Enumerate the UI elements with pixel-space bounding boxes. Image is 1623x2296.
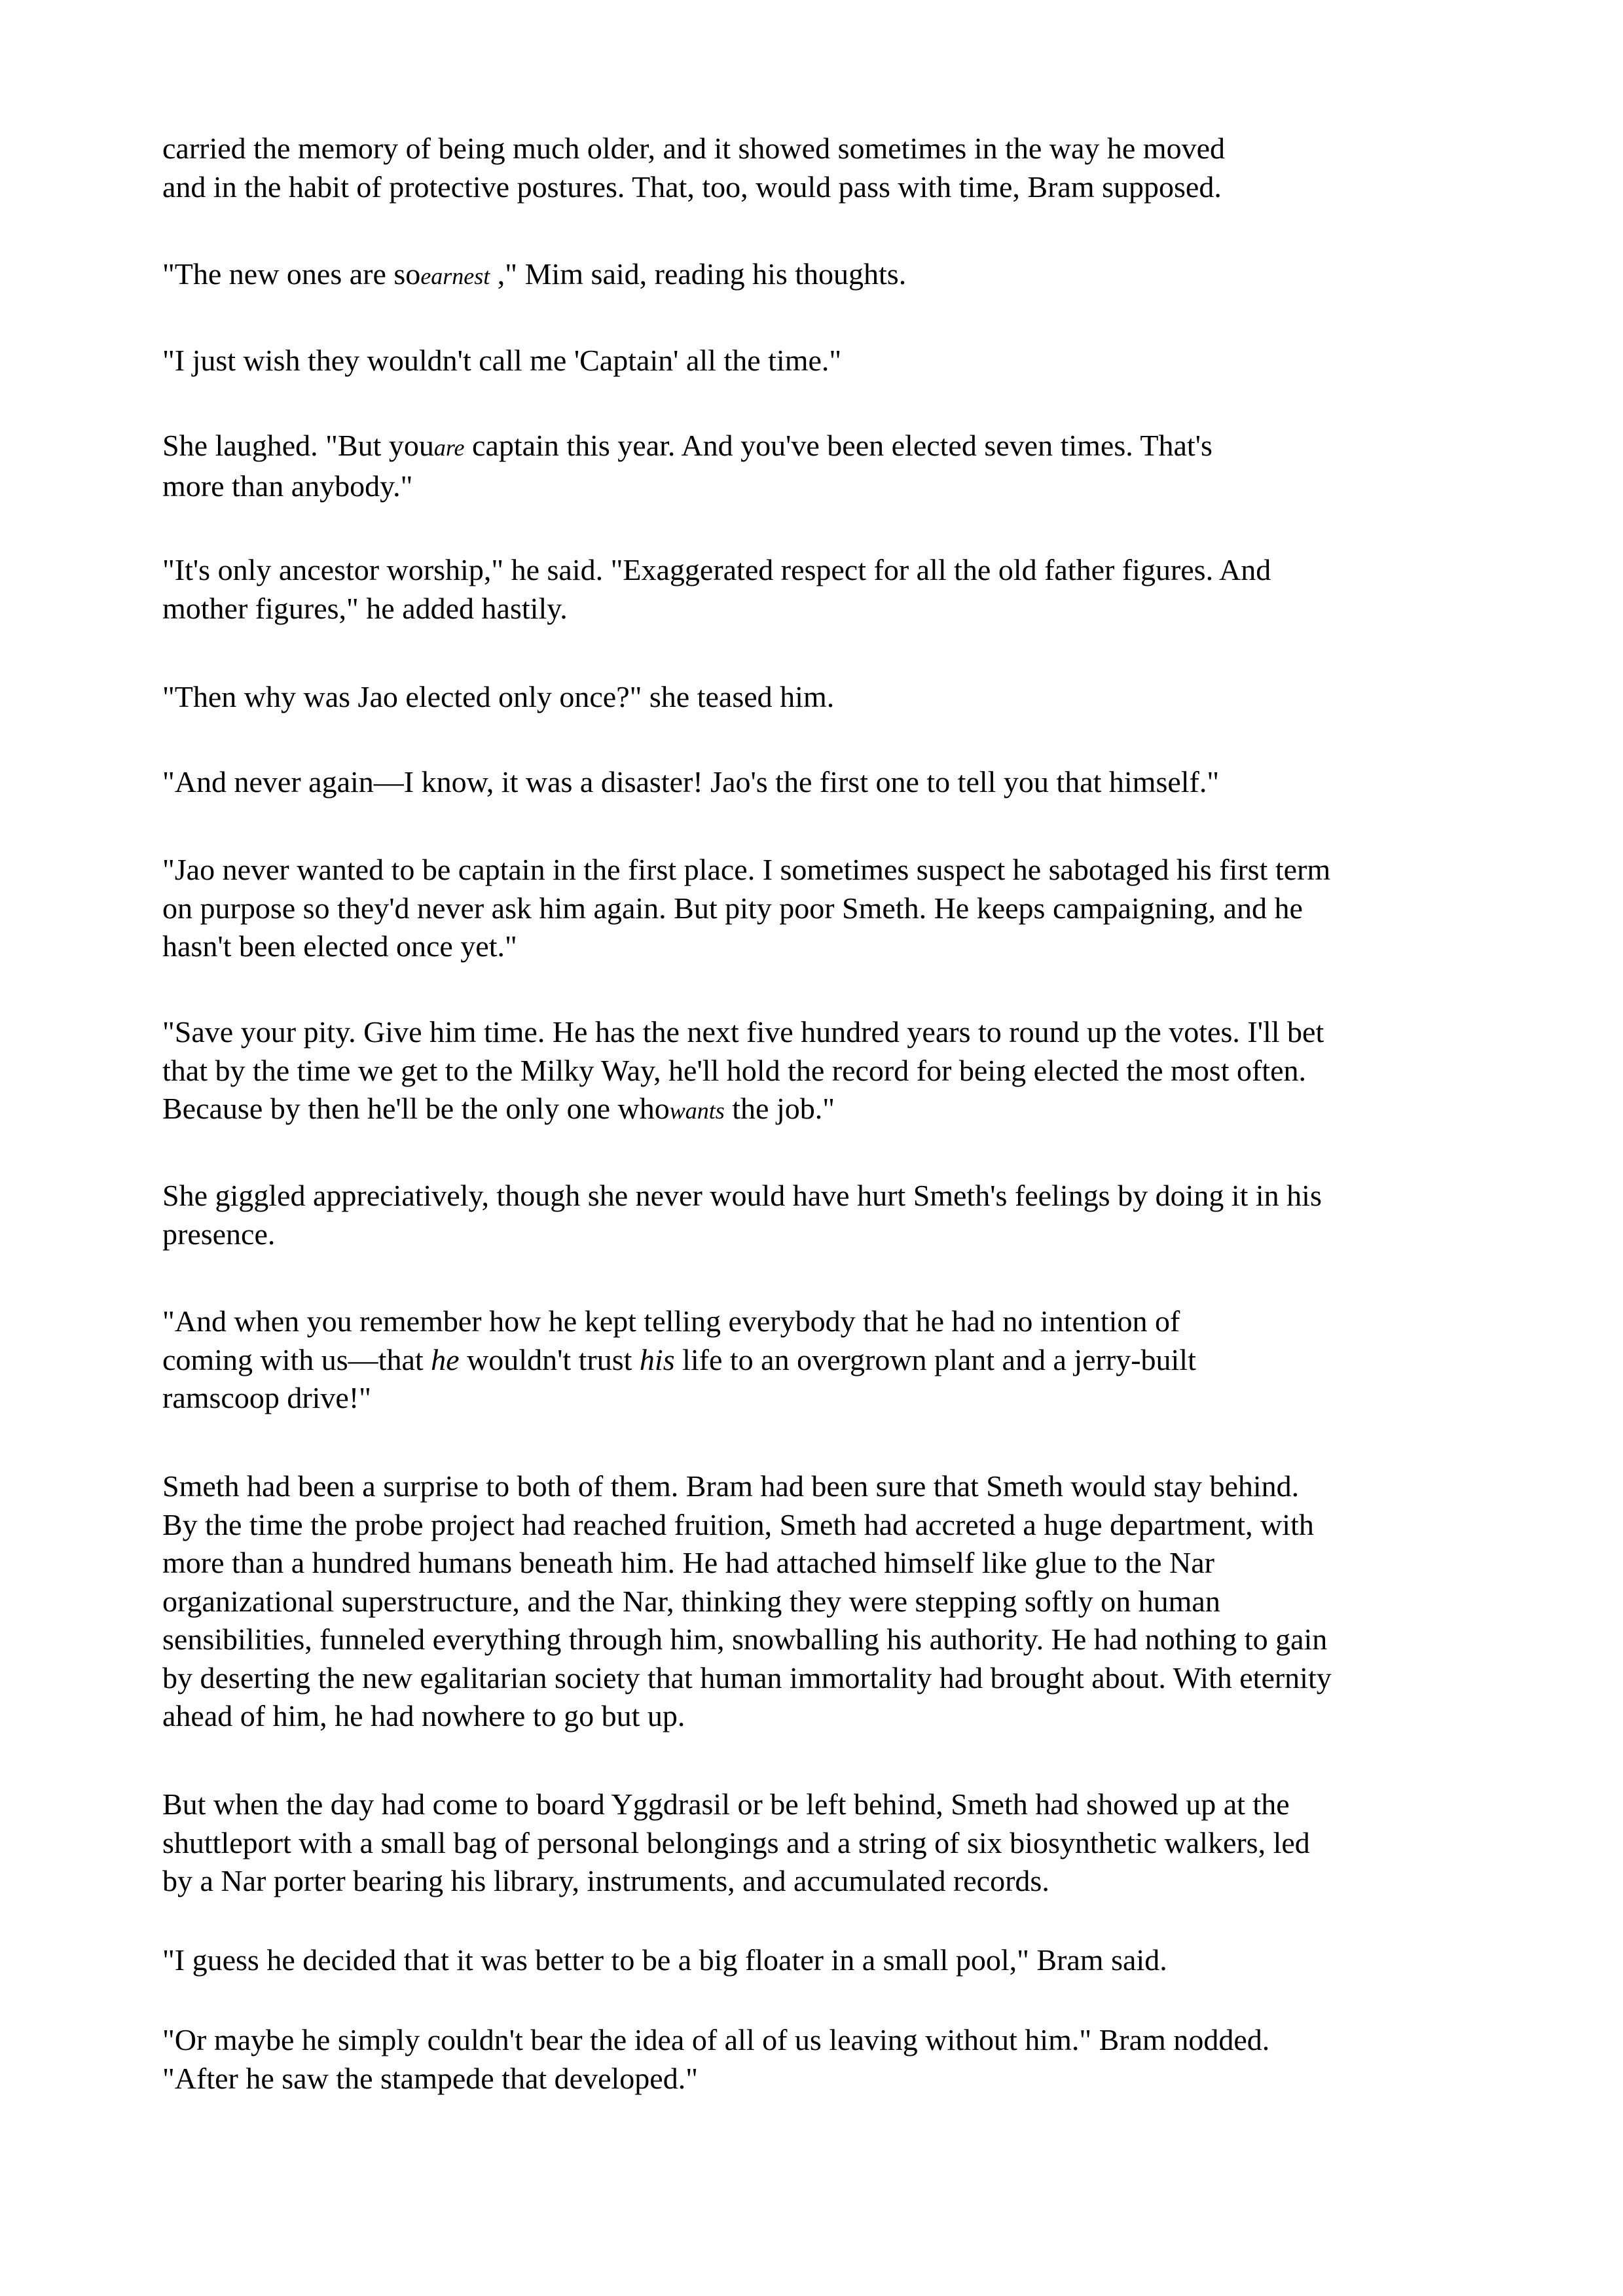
text-line: mother figures," he added hastily. — [162, 591, 568, 625]
text-line: Smeth had been a surprise to both of them. Bram had been sure that Smeth would stay behind. — [162, 1469, 1300, 1503]
paragraph — [162, 130, 1472, 206]
paragraph — [162, 1941, 1472, 1980]
paragraph — [162, 851, 1472, 966]
text-run: "The new ones are so — [162, 257, 421, 291]
emphasis-text: wants — [669, 1098, 725, 1124]
paragraph — [162, 678, 1472, 717]
paragraph — [162, 255, 1472, 296]
paragraph — [162, 1302, 1472, 1418]
text-run: ," Mim said, reading his thoughts. — [490, 257, 907, 291]
text-line: organizational superstructure, and the Nar, thinking they were stepping softly on human — [162, 1584, 1220, 1618]
text-line: "It's only ancestor worship," he said. "Exaggerated respect for all the old father figures. And — [162, 553, 1271, 586]
text-line: that by the time we get to the Milky Way, he'll hold the record for being elected the most often. — [162, 1053, 1306, 1087]
text-run: Because by then he'll be the only one who — [162, 1092, 670, 1125]
text-line: more than a hundred humans beneath him. He had attached himself like glue to the Nar — [162, 1546, 1214, 1579]
text-run: wouldn't trust — [459, 1342, 640, 1376]
text-line: ahead of him, he had nowhere to go but up. — [162, 1699, 685, 1732]
text-line: hasn't been elected once yet." — [162, 929, 517, 963]
paragraph — [162, 1177, 1472, 1253]
text-line: "I guess he decided that it was better to be a big floater in a small pool," Bram said. — [162, 1943, 1167, 1977]
emphasis-text: earnest — [420, 263, 490, 289]
text-line: by a Nar porter bearing his library, instruments, and accumulated records. — [162, 1864, 1049, 1897]
text-line: "And when you remember how he kept telling everybody that he had no intention of — [162, 1304, 1180, 1338]
text-line — [162, 1090, 1472, 1130]
text-line: But when the day had come to board Yggdrasil or be left behind, Smeth had showed up at the — [162, 1787, 1290, 1821]
text-run: She laughed. "But you — [162, 429, 434, 462]
paragraph — [162, 2021, 1472, 2098]
text-line: on purpose so they'd never ask him again. But pity poor Smeth. He keeps campaigning, and he — [162, 891, 1303, 925]
text-line: "Then why was Jao elected only once?" she teased him. — [162, 680, 835, 713]
text-run: the job." — [724, 1092, 835, 1125]
text-line: and in the habit of protective postures. That, too, would pass with time, Bram supposed. — [162, 170, 1222, 204]
text-line: By the time the probe project had reached fruition, Smeth had accreted a huge department, with — [162, 1507, 1314, 1541]
text-line: presence. — [162, 1217, 276, 1251]
text-line: "Jao never wanted to be captain in the first place. I sometimes suspect he sabotaged his first term — [162, 853, 1331, 886]
text-line: "I just wish they wouldn't call me 'Captain' all the time." — [162, 344, 842, 377]
text-run: captain this year. And you've been elected seven times. That's — [464, 429, 1213, 462]
text-line: "And never again—I know, it was a disaster! Jao's the first one to tell you that himself." — [162, 765, 1220, 798]
text-line: "After he saw the stampede that developed." — [162, 2061, 698, 2095]
text-line: carried the memory of being much older, and it showed sometimes in the way he moved — [162, 132, 1226, 165]
text-line: "Or maybe he simply couldn't bear the idea of all of us leaving without him." Bram nodded. — [162, 2023, 1270, 2056]
text-line — [162, 255, 1472, 296]
paragraph — [162, 427, 1472, 505]
paragraph — [162, 1785, 1472, 1901]
text-line: She giggled appreciatively, though she never would have hurt Smeth's feelings by doing it in his — [162, 1179, 1322, 1212]
emphasis-text: his — [639, 1342, 675, 1376]
paragraph — [162, 551, 1472, 628]
text-line: "Save your pity. Give him time. He has the next five hundred years to round up the votes. I'll bet — [162, 1015, 1324, 1049]
paragraph — [162, 1467, 1472, 1736]
emphasis-text: he — [431, 1342, 460, 1376]
text-line — [162, 1341, 1472, 1380]
paragraph — [162, 763, 1472, 802]
paragraph — [162, 1013, 1472, 1130]
text-run: life to an overgrown plant and a jerry-built — [674, 1342, 1196, 1376]
text-line: by deserting the new egalitarian society that human immortality had brought about. With eternity — [162, 1660, 1332, 1695]
text-line — [162, 427, 1472, 467]
text-line: shuttleport with a small bag of personal belongings and a string of six biosynthetic walkers, led — [162, 1825, 1310, 1859]
text-run: coming with us—that — [162, 1342, 431, 1376]
emphasis-text: are — [433, 435, 465, 461]
paragraph — [162, 342, 1472, 380]
text-line: ramscoop drive!" — [162, 1381, 371, 1414]
text-line: sensibilities, funneled everything through him, snowballing his authority. He had nothing to gain — [162, 1623, 1328, 1656]
text-line: more than anybody." — [162, 469, 413, 503]
